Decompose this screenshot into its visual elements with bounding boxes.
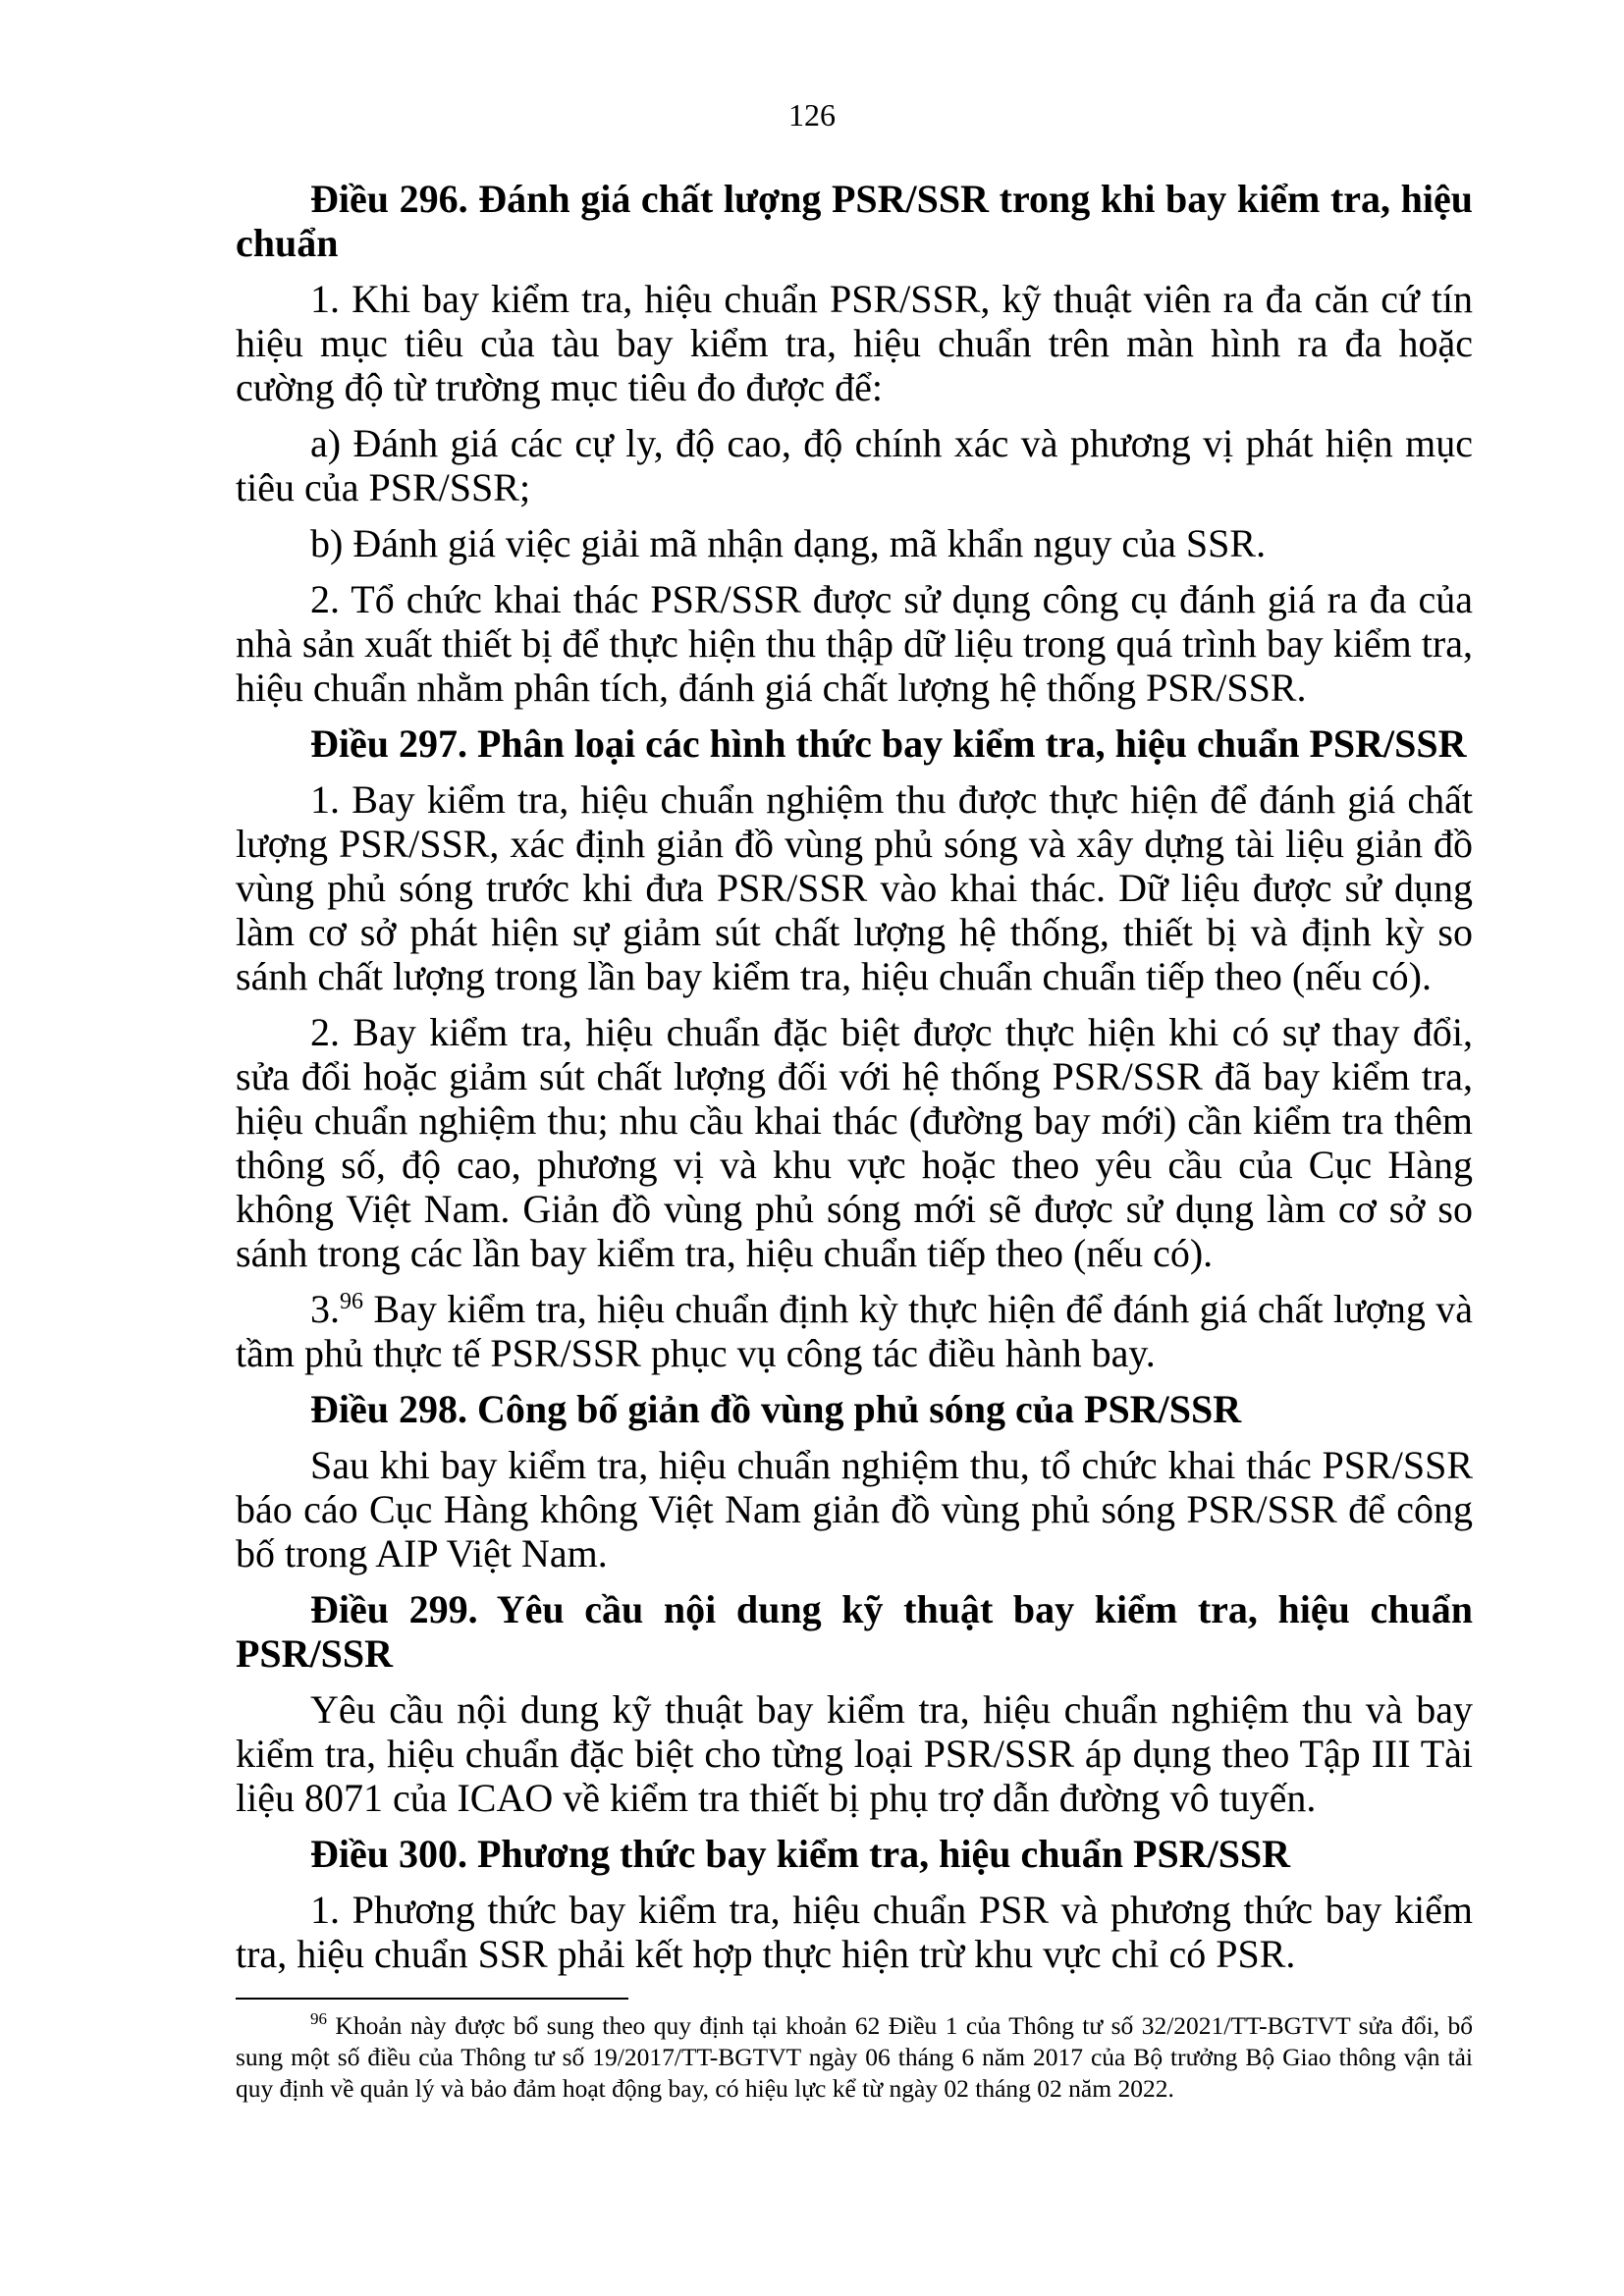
- article-297: [236, 721, 1473, 1375]
- article-296-point-b: b) Đánh giá việc giải mã nhận dạng, mã khẩn nguy của SSR.: [310, 521, 1267, 565]
- page-number: 126: [788, 97, 836, 133]
- article-299: [236, 1587, 1473, 1820]
- article-297-clause-3: [236, 1287, 1473, 1375]
- footnote: [236, 2010, 1473, 2105]
- article-298-body: Sau khi bay kiểm tra, hiệu chuẩn nghiệm thu, tổ chức khai thác PSR/SSR báo cáo Cục Hàng không Việt Nam giản đồ vùng phủ sóng PSR/SSR để công bố trong AIP Việt Nam.: [236, 1443, 1473, 1575]
- footnote-number: 96: [310, 2009, 327, 2028]
- footnote-divider: [236, 1998, 628, 2000]
- article-296: [236, 177, 1473, 710]
- article-297-clause-2: 2. Bay kiểm tra, hiệu chuẩn đặc biệt được thực hiện khi có sự thay đổi, sửa đổi hoặc giảm sút chất lượng đối với hệ thống PSR/SSR đã bay kiểm tra, hiệu chuẩn nghiệm thu; nhu cầu khai thác (đường bay mới) cần kiểm tra thêm thông số, độ cao, phương vị và khu vực hoặc theo yêu cầu của Cục Hàng không Việt Nam. Giản đồ vùng phủ sóng mới sẽ được sử dụng làm cơ sở so sánh trong các lần bay kiểm tra, hiệu chuẩn tiếp theo (nếu có).: [236, 1010, 1473, 1275]
- article-298: [236, 1387, 1473, 1575]
- article-299-heading: Điều 299. Yêu cầu nội dung kỹ thuật bay kiểm tra, hiệu chuẩn PSR/SSR: [236, 1587, 1473, 1676]
- document-body: [236, 177, 1473, 1988]
- article-297-heading: Điều 297. Phân loại các hình thức bay kiểm tra, hiệu chuẩn PSR/SSR: [310, 721, 1467, 766]
- article-297-clause-1: 1. Bay kiểm tra, hiệu chuẩn nghiệm thu được thực hiện để đánh giá chất lượng PSR/SSR, xác định giản đồ vùng phủ sóng và xây dựng tài liệu giản đồ vùng phủ sóng trước khi đưa PSR/SSR vào khai thác. Dữ liệu được sử dụng làm cơ sở phát hiện sự giảm sút chất lượng hệ thống, thiết bị và định kỳ so sánh chất lượng trong lần bay kiểm tra, hiệu chuẩn chuẩn tiếp theo (nếu có).: [236, 777, 1473, 998]
- article-296-clause-2: 2. Tổ chức khai thác PSR/SSR được sử dụng công cụ đánh giá ra đa của nhà sản xuất thiết bị để thực hiện thu thập dữ liệu trong quá trình bay kiểm tra, hiệu chuẩn nhằm phân tích, đánh giá chất lượng hệ thống PSR/SSR.: [236, 577, 1473, 710]
- article-296-heading: Điều 296. Đánh giá chất lượng PSR/SSR trong khi bay kiểm tra, hiệu chuẩn: [236, 177, 1473, 265]
- article-300-clause-1: 1. Phương thức bay kiểm tra, hiệu chuẩn PSR và phương thức bay kiểm tra, hiệu chuẩn SSR phải kết hợp thực hiện trừ khu vực chỉ có PSR.: [236, 1888, 1473, 1976]
- footnote-reference[interactable]: 96: [340, 1289, 363, 1314]
- article-296-point-a: a) Đánh giá các cự ly, độ cao, độ chính xác và phương vị phát hiện mục tiêu của PSR/SSR;: [236, 421, 1473, 509]
- clause-text: Bay kiểm tra, hiệu chuẩn định kỳ thực hiện để đánh giá chất lượng và tầm phủ thực tế PSR/SSR phục vụ công tác điều hành bay.: [236, 1287, 1473, 1375]
- article-300-heading: Điều 300. Phương thức bay kiểm tra, hiệu chuẩn PSR/SSR: [310, 1832, 1291, 1876]
- footnote-text: Khoản này được bổ sung theo quy định tại khoản 62 Điều 1 của Thông tư số 32/2021/TT-BGTVT sửa đổi, bổ sung một số điều của Thông tư số 19/2017/TT-BGTVT ngày 06 tháng 6 năm 2017 của Bộ trưởng Bộ Giao thông vận tải quy định về quản lý và bảo đảm hoạt động bay, có hiệu lực kể từ ngày 02 tháng 02 năm 2022.: [236, 2011, 1473, 2103]
- article-299-body: Yêu cầu nội dung kỹ thuật bay kiểm tra, hiệu chuẩn nghiệm thu và bay kiểm tra, hiệu chuẩn đặc biệt cho từng loại PSR/SSR áp dụng theo Tập III Tài liệu 8071 của ICAO về kiểm tra thiết bị phụ trợ dẫn đường vô tuyến.: [236, 1687, 1473, 1820]
- clause-number: 3.: [310, 1287, 340, 1331]
- article-298-heading: Điều 298. Công bố giản đồ vùng phủ sóng của PSR/SSR: [310, 1387, 1242, 1431]
- article-296-clause-1: 1. Khi bay kiểm tra, hiệu chuẩn PSR/SSR, kỹ thuật viên ra đa căn cứ tín hiệu mục tiêu của tàu bay kiểm tra, hiệu chuẩn trên màn hình ra đa hoặc cường độ từ trường mục tiêu đo được để:: [236, 277, 1473, 409]
- article-300: [236, 1832, 1473, 1976]
